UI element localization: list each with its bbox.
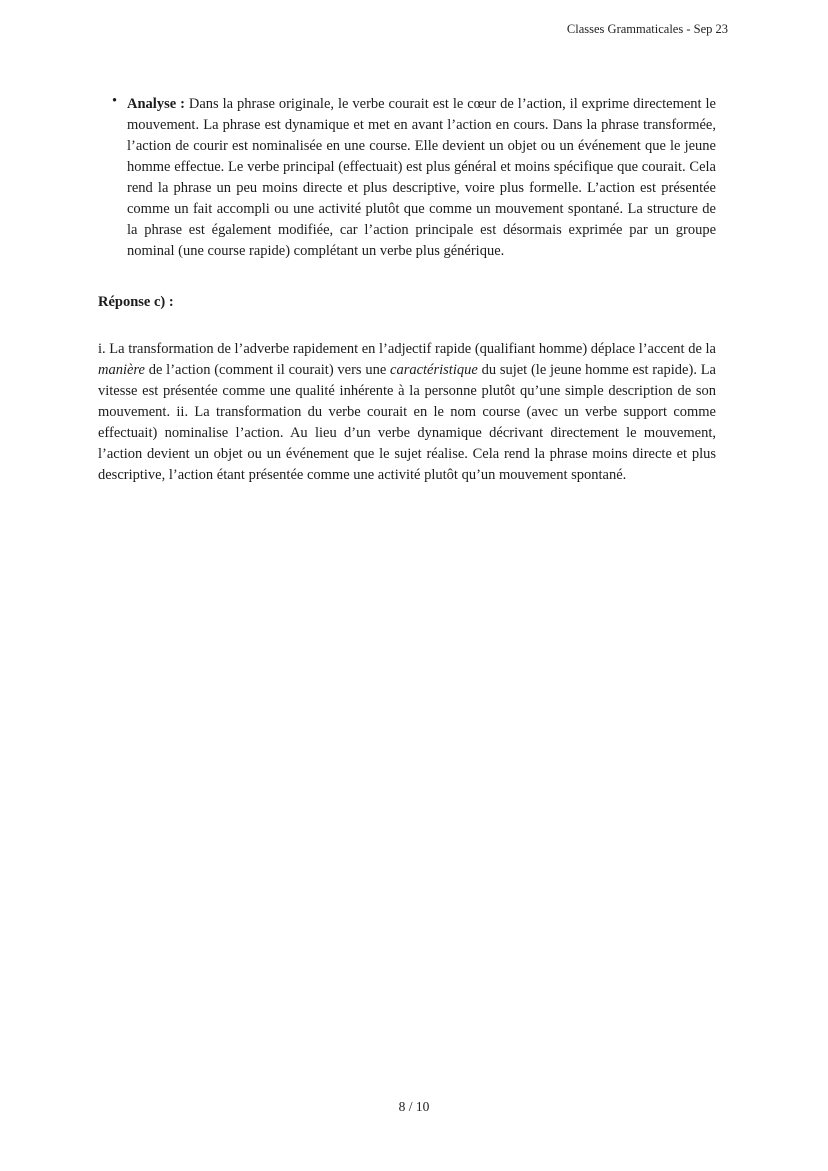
analysis-text: Dans la phrase originale, le verbe courait est le cœur de l’action, il exprime directement le mouvement. La phrase est dynamique et met en avant l’action en cours. Dans la phrase transformée, l’action de courir est nominalisée en une course. Elle devient un objet ou un événement que le jeune homme effectue. Le verbe principal (effectuait) est plus général et moins spécifique que courait. Cela rend la phrase un peu moins directe et plus descriptive, voire plus formelle. L’action est présentée comme un fait accompli ou une activité plutôt que comme un mouvement spontané. La structure de la phrase est également modifiée, car l’action principale est désormais exprimée par un groupe nominal (une course rapide) complétant un verbe plus générique. <box>127 96 716 259</box>
analysis-label: Analyse : <box>127 96 185 112</box>
bullet-icon: • <box>112 93 118 109</box>
page-number: 8 / 10 <box>398 1099 430 1114</box>
page-footer <box>0 1099 828 1115</box>
analysis-list-item <box>98 94 716 262</box>
analysis-paragraph <box>127 94 716 262</box>
response-seg2: de l’action (comment il courait) vers une <box>144 362 391 378</box>
analysis-list <box>98 94 716 262</box>
response-seg3: du sujet (le jeune homme est rapide). La vitesse est présentée comme une qualité inhérente à la personne plutôt qu’une simple description de son mouvement. ii. La transformation du verbe courait en le nom course (avec un verbe support comme effectuait) nominalise l’action. Au lieu d’un verbe dynamique décrivant directement le mouvement, l’action devient un objet ou un événement que le sujet réalise. Cela rend la phrase moins directe et plus descriptive, l’action étant présentée comme une activité plutôt qu’un mouvement spontané. <box>98 362 716 483</box>
page-header <box>567 22 728 37</box>
response-italic-maniere: manière <box>98 362 145 378</box>
response-heading: Réponse c) : <box>98 294 174 310</box>
page-content <box>98 94 716 486</box>
response-paragraph <box>98 339 716 486</box>
response-seg1: i. La transformation de l’adverbe rapidement en l’adjectif rapide (qualifiant homme) déplace l’accent de la <box>98 341 716 357</box>
response-italic-caracteristique: caractéristique <box>390 362 478 378</box>
header-title: Classes Grammaticales - Sep 23 <box>566 22 728 36</box>
